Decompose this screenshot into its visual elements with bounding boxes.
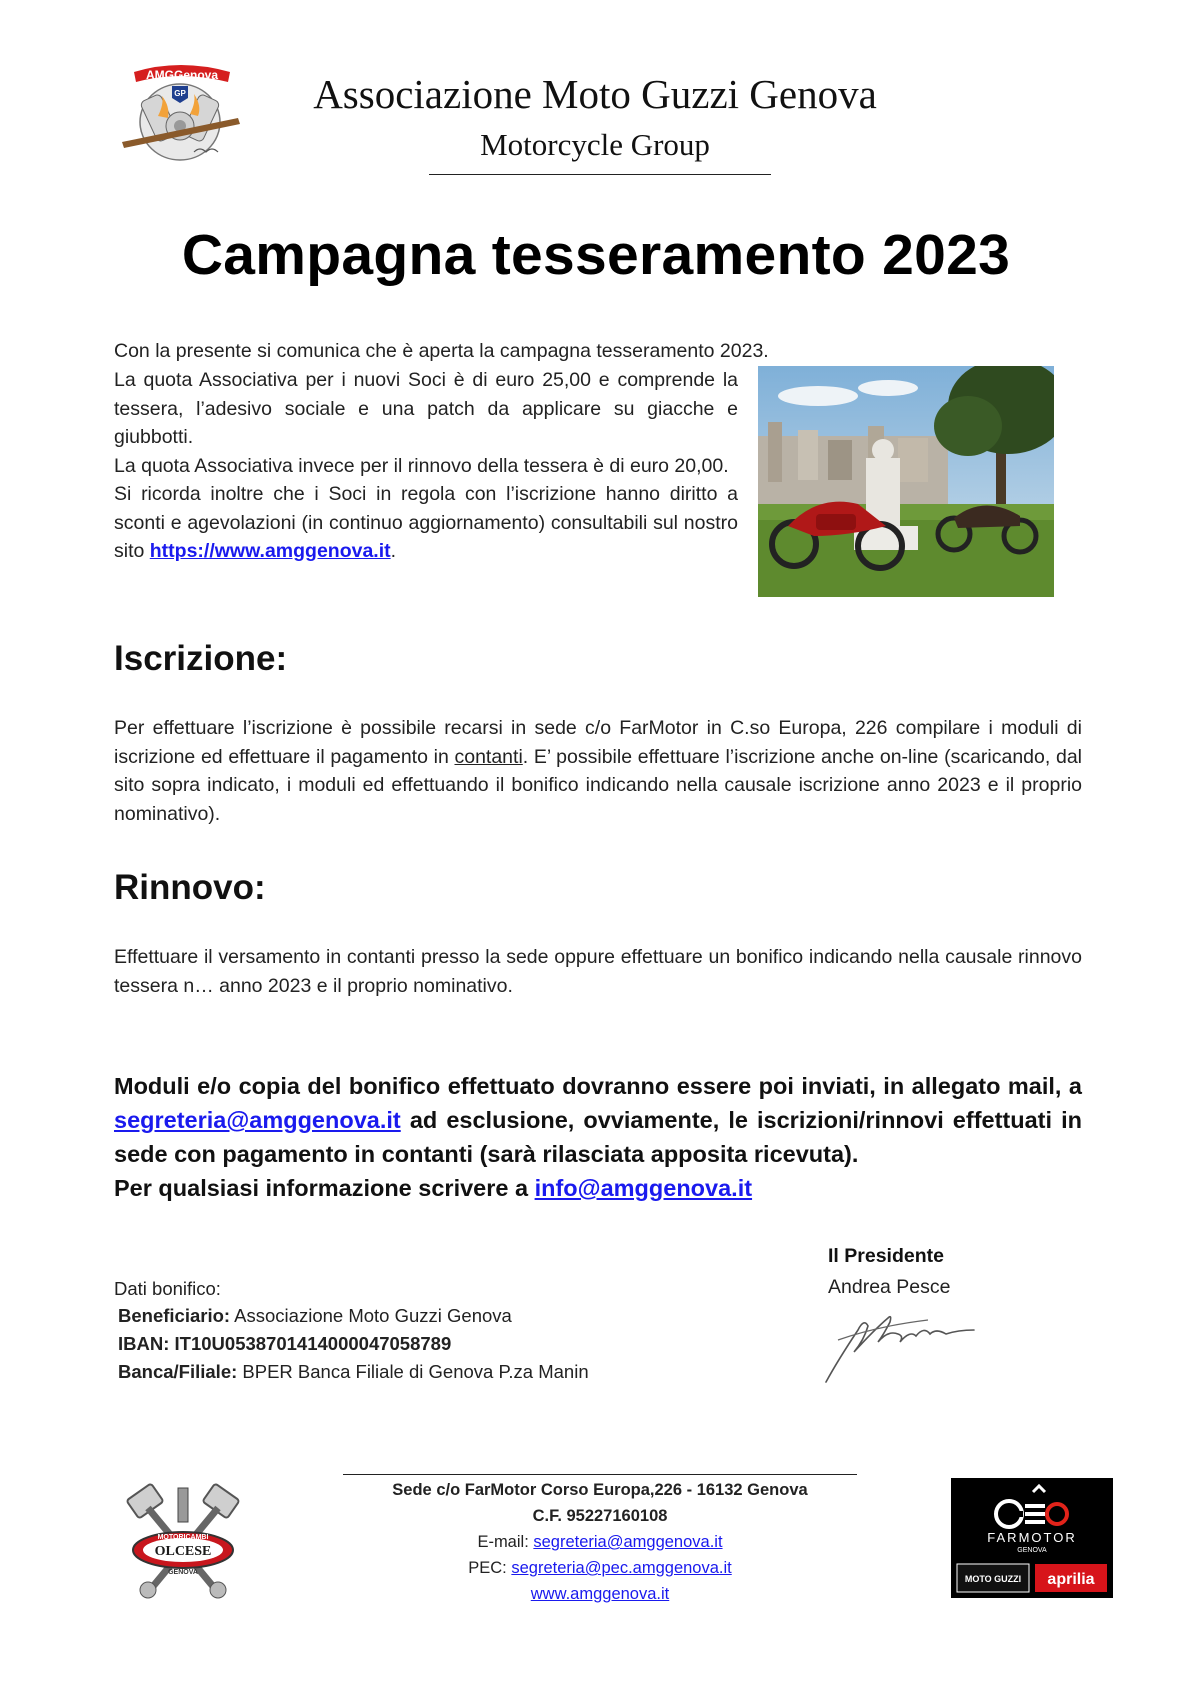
footer-info xyxy=(343,1477,857,1607)
intro-line: Con la presente si comunica che è aperta la campagna tesseramento 2023. xyxy=(114,340,769,362)
footer-site-link[interactable]: www.amggenova.it xyxy=(530,1585,670,1603)
iban-line xyxy=(118,1330,589,1358)
iscrizione-heading: Iscrizione: xyxy=(114,639,288,678)
footer-pec-link[interactable]: segreteria@pec.amggenova.it xyxy=(511,1559,732,1577)
olcese-logo-top: MOTORICAMBI xyxy=(157,1534,209,1541)
president-title: Il Presidente xyxy=(828,1245,944,1267)
iscrizione-text-end: . E’ possibile effettuare l’iscrizione anche on-line (scaricando, dal sito sopra indicato, i moduli ed effettuando il bonifico indicando nella causale iscrizione anno 2023 e il proprio nominativo). xyxy=(114,745,1082,825)
farmotor-brand-text: FARMOTOR xyxy=(987,1530,1077,1545)
footer-site-line xyxy=(343,1581,857,1607)
beneficiario-label: Beneficiario: xyxy=(118,1305,231,1326)
olcese-logo-city: GENOVA xyxy=(168,1569,198,1576)
info-text: Per qualsiasi informazione scrivere a xyxy=(114,1175,535,1201)
footer-cf: C.F. 95227160108 xyxy=(532,1507,668,1525)
president-signature xyxy=(818,1300,986,1388)
info-email-link[interactable]: info@amggenova.it xyxy=(534,1175,753,1201)
iscrizione-text xyxy=(114,714,1082,828)
footer-divider xyxy=(343,1474,857,1475)
svg-text:GP: GP xyxy=(174,89,186,98)
intro-paragraph-benefits xyxy=(114,480,738,566)
footer-email-label: E-mail: xyxy=(477,1533,534,1551)
amg-logo xyxy=(118,56,250,176)
segreteria-email-link[interactable]: segreteria@amggenova.it xyxy=(114,1107,401,1133)
header-divider xyxy=(429,174,771,175)
website-link[interactable]: https://www.amggenova.it xyxy=(149,540,391,562)
olcese-logo xyxy=(116,1482,250,1604)
footer-email-link[interactable]: segreteria@amggenova.it xyxy=(533,1533,723,1551)
amg-logo-text: AMGGenova xyxy=(145,68,219,82)
banca-value: BPER Banca Filiale di Genova P.za Manin xyxy=(237,1361,589,1382)
olcese-logo-name: OLCESE xyxy=(154,1544,212,1559)
org-name: Associazione Moto Guzzi Genova xyxy=(313,71,877,117)
notice-block xyxy=(114,1069,1082,1205)
iscrizione-cash-underlined: contanti xyxy=(454,745,523,768)
benefits-end: . xyxy=(390,540,397,562)
banca-line xyxy=(118,1358,589,1386)
moto-guzzi-text: MOTO GUZZI xyxy=(964,1574,1022,1584)
org-subtitle: Motorcycle Group xyxy=(480,127,710,162)
footer-pec-label: PEC: xyxy=(468,1559,512,1577)
president-name: Andrea Pesce xyxy=(828,1276,951,1298)
beneficiario-line xyxy=(118,1302,589,1330)
notice-paragraph xyxy=(114,1069,1082,1171)
banca-label: Banca/Filiale: xyxy=(118,1361,238,1382)
farmotor-logo xyxy=(951,1478,1113,1598)
intro-text xyxy=(114,366,738,566)
notice-text-start: Moduli e/o copia del bonifico effettuato dovranno essere poi inviati, in allegato mail, a xyxy=(114,1073,1082,1099)
footer-email-line xyxy=(343,1529,857,1555)
iscrizione-text-start: Per effettuare l’iscrizione è possibile recarsi in sede c/o FarMotor in C.so Europa, 226 compilare i moduli di iscrizione ed effettuare il pagamento in xyxy=(114,717,1082,768)
intro-paragraph-renewal: La quota Associativa invece per il rinnovo della tessera è di euro 20,00. xyxy=(114,454,729,477)
beneficiario-value: Associazione Moto Guzzi Genova xyxy=(230,1305,512,1326)
iban-value: IBAN: IT10U0538701414000047058789 xyxy=(118,1333,452,1354)
footer-pec-line xyxy=(343,1555,857,1581)
notice-text-end: ad esclusione, ovviamente, le iscrizioni/rinnovi effettuati in sede con pagamento in contanti (sarà rilasciata apposita ricevuta). xyxy=(114,1107,1082,1167)
motorcycle-photo xyxy=(758,366,1054,597)
intro-paragraph-fees: La quota Associativa per i nuovi Soci è di euro 25,00 e comprende la tessera, l’adesivo sociale e una patch da applicare su giacche e giubbotti. xyxy=(114,369,738,448)
info-line xyxy=(114,1171,1082,1205)
farmotor-city-text: GENOVA xyxy=(1017,1547,1047,1554)
bonifico-label: Dati bonifico: xyxy=(114,1278,221,1299)
rinnovo-heading: Rinnovo: xyxy=(114,868,266,907)
bonifico-details xyxy=(118,1302,589,1386)
footer-address: Sede c/o FarMotor Corso Europa,226 - 16132 Genova xyxy=(392,1481,808,1499)
aprilia-text: aprilia xyxy=(1047,1571,1095,1588)
page-title: Campagna tesseramento 2023 xyxy=(181,223,1011,287)
rinnovo-text: Effettuare il versamento in contanti presso la sede oppure effettuare un bonifico indicando nella causale rinnovo tessera n… anno 2023 e il proprio nominativo. xyxy=(114,946,1082,997)
benefits-text: Si ricorda inoltre che i Soci in regola con l’iscrizione hanno diritto a sconti e agevolazioni (in continuo aggiornamento) consultabili sul nostro sito xyxy=(114,483,738,562)
